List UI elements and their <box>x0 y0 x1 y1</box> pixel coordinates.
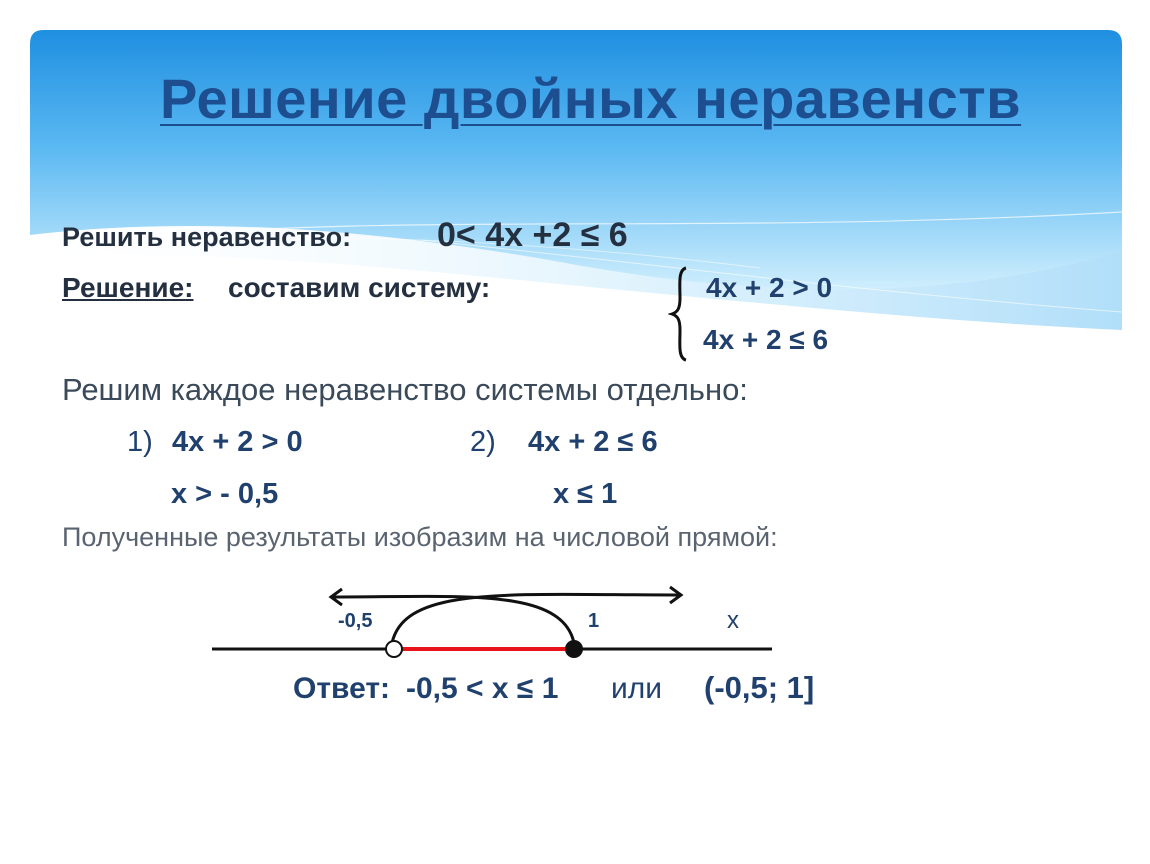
step-1-result: x > - 0,5 <box>171 478 279 510</box>
answer-label: Ответ: <box>293 672 391 705</box>
axis-label-x: x <box>727 607 739 634</box>
task-expression: 0< 4x +2 ≤ 6 <box>437 216 628 254</box>
open-point-icon <box>386 641 402 657</box>
point-label-minus-half: -0,5 <box>338 610 373 632</box>
solution-label: Решение: <box>62 272 194 303</box>
step-1-inequality: 4x + 2 > 0 <box>172 426 303 458</box>
step-2-result: x ≤ 1 <box>553 478 618 510</box>
step-2-number: 2) <box>470 426 496 458</box>
point-label-one: 1 <box>588 610 600 632</box>
answer-inequality: -0,5 < x ≤ 1 <box>406 672 559 705</box>
slide-title: Решение двойных неравенств <box>160 67 1022 130</box>
system-inequality-2: 4x + 2 ≤ 6 <box>703 324 829 355</box>
arc-greater-than <box>392 594 680 643</box>
system-inequality-1: 4x + 2 > 0 <box>706 272 833 303</box>
closed-point-icon <box>565 640 583 658</box>
system-brace <box>668 264 692 364</box>
answer-or: или <box>611 672 663 705</box>
number-line <box>200 575 780 670</box>
task-label: Решить неравенство: <box>62 222 352 252</box>
step-2-inequality: 4x + 2 ≤ 6 <box>528 426 658 458</box>
instruction-text: Решим каждое неравенство системы отдельно: <box>62 372 748 407</box>
solution-text: составим систему: <box>228 272 491 303</box>
answer-interval: (-0,5; 1] <box>704 670 815 705</box>
numberline-caption: Полученные результаты изобразим на числовой прямой: <box>62 522 778 552</box>
step-1-number: 1) <box>127 426 153 458</box>
